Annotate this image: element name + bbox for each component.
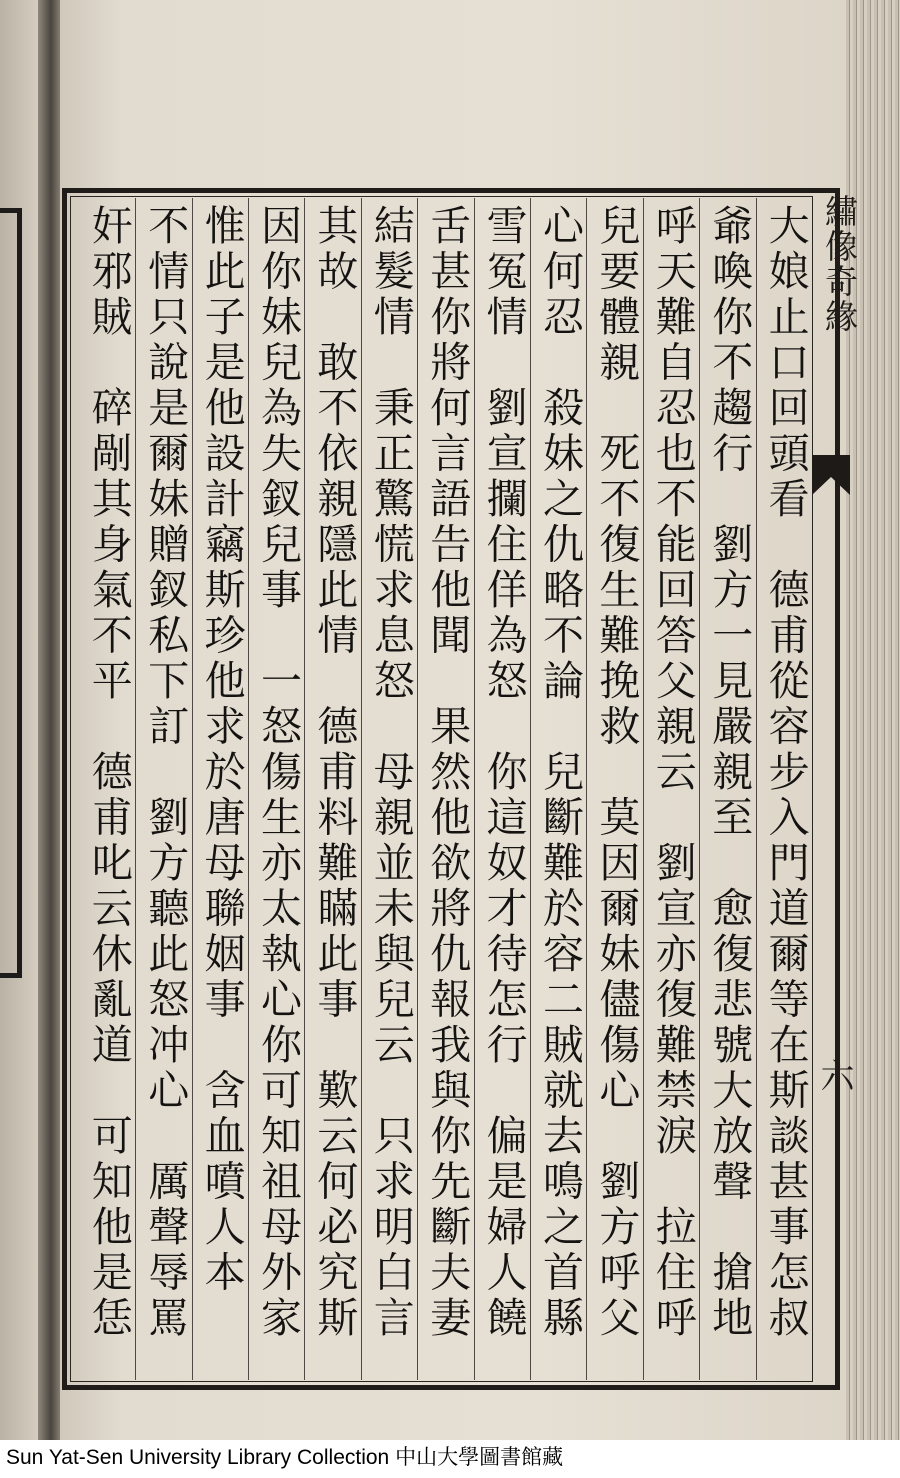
column-rule	[756, 198, 757, 1380]
text-column: 大娘止口回頭看 德甫從容步入門道爾等在斯談甚事怎叔	[761, 204, 810, 1342]
folio-number: 六	[814, 1058, 854, 1092]
column-rule	[643, 198, 644, 1380]
column-rule	[361, 198, 362, 1380]
column-rule	[586, 198, 587, 1380]
left-page-frame	[0, 208, 22, 978]
text-column: 兒要體親 死不復生難挽救 莫因爾妹儘傷心 劉方呼父	[592, 204, 641, 1342]
column-rule	[248, 198, 249, 1380]
collection-caption: Sun Yat-Sen University Library Collection 中山大學圖書館藏	[6, 1446, 564, 1469]
text-column: 呼天難自忍也不能回答父親云 劉宣亦復難禁淚 拉住呼	[648, 204, 697, 1342]
text-column: 因你妹兒為失釵兒事 一怒傷生亦太執心你可知祖母外家	[254, 204, 302, 1342]
column-rule	[699, 198, 700, 1380]
text-column: 爺喚你不趨行 劉方一見嚴親至 愈復悲號大放聲 搶地	[705, 204, 754, 1342]
text-column: 舌甚你將何言語告他聞 果然他欲將仇報我與你先斷夫妻	[423, 204, 472, 1342]
column-rule	[530, 198, 531, 1380]
text-column: 不情只說是爾妹贈釵私下訂 劉方聽此怒冲心 厲聲辱罵	[141, 204, 190, 1342]
column-rule	[417, 198, 418, 1380]
text-column: 結髮情 秉正驚慌求息怒 母親並未與兒云 只求明白言	[366, 204, 415, 1342]
column-rule	[192, 198, 193, 1380]
text-column: 雪冤情 劉宣攔住佯為怒 你這奴才待怎行 偏是婦人饒	[479, 204, 528, 1342]
column-rule	[474, 198, 475, 1380]
column-rule	[304, 198, 305, 1380]
margin-title: 繡像奇緣	[820, 194, 859, 334]
text-column: 惟此子是他設計竊斯珍他求於唐母聯姻事 含血噴人本	[197, 204, 246, 1296]
text-column: 奸邪賊 碎剮其身氣不平 德甫叱云休亂道 可知他是恁	[84, 204, 133, 1342]
text-column: 心何忍 殺妹之仇略不論 兒斷難於容二賊就去鳴之首縣	[536, 204, 584, 1342]
text-column: 其故 敢不依親隱此情 德甫料難瞞此事 歎云何必究斯	[310, 204, 359, 1342]
column-rule	[135, 198, 136, 1380]
